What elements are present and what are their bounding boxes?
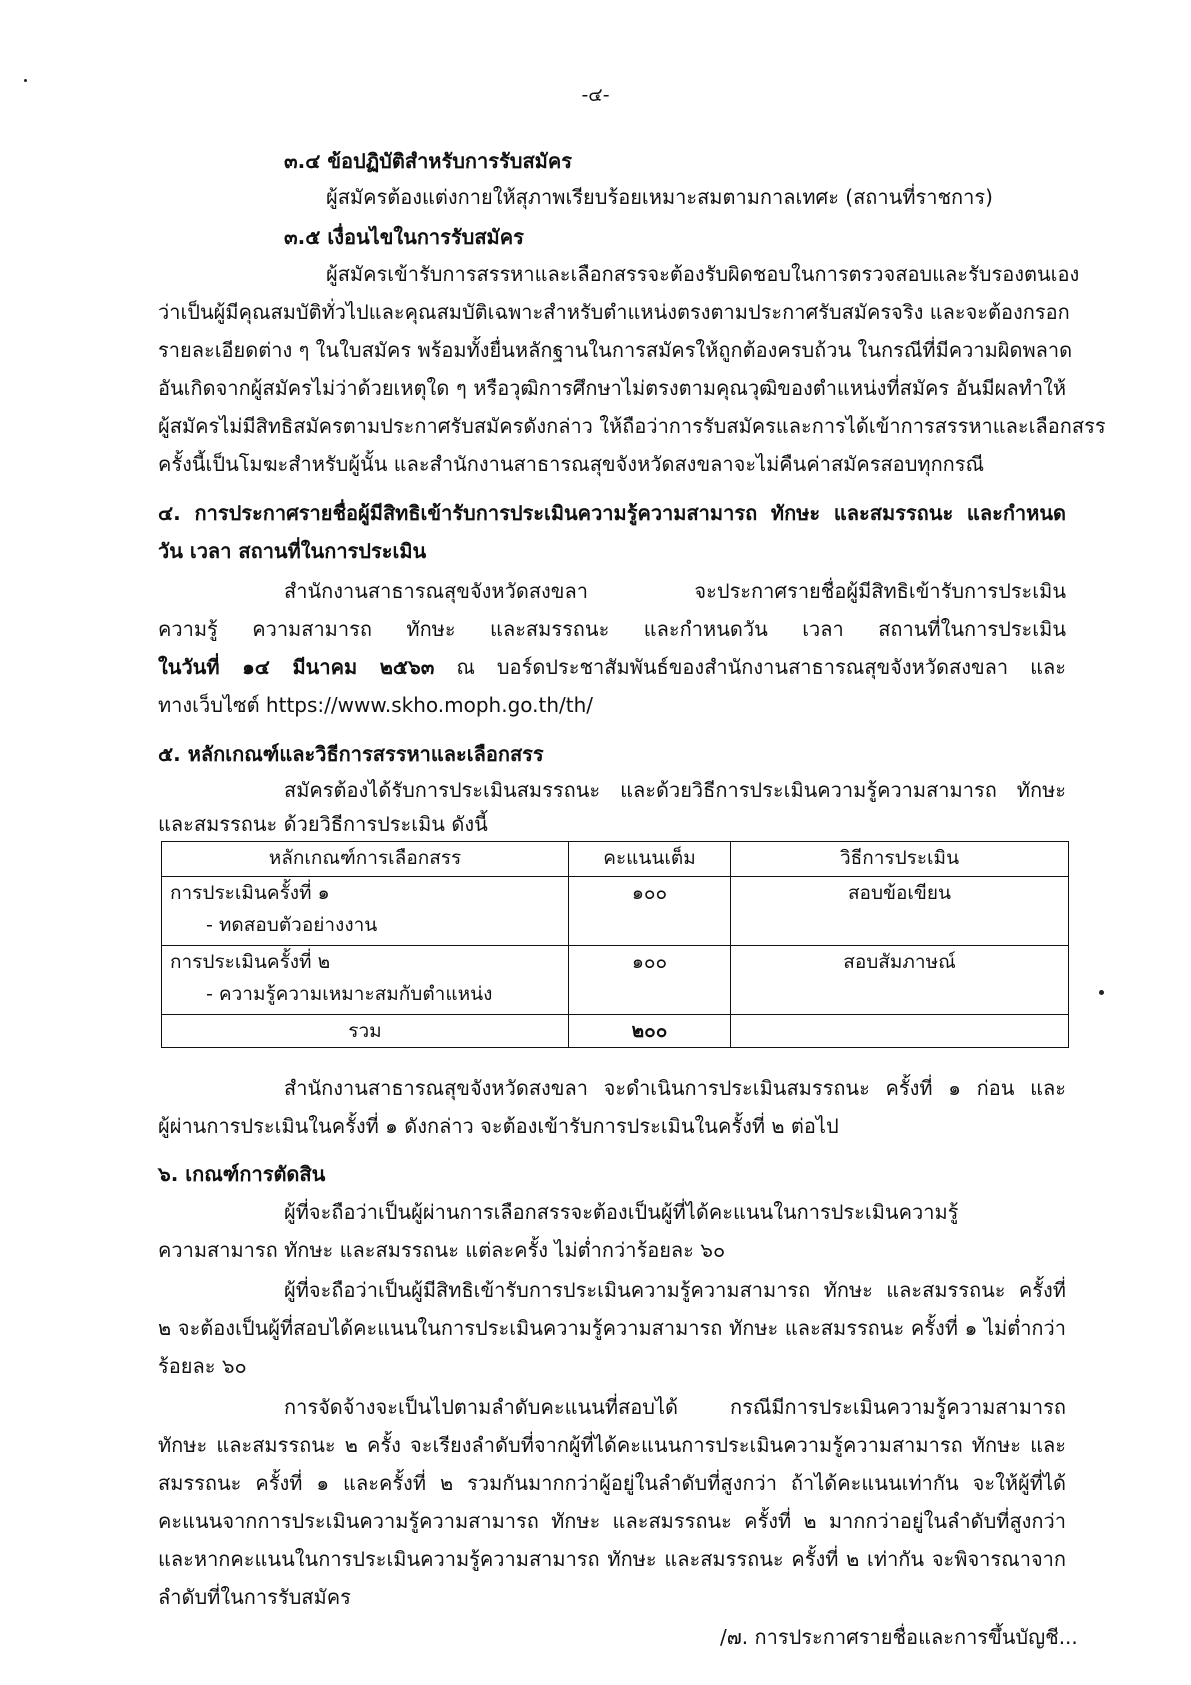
section-3-4-heading: ๓.๔ ข้อปฏิบัติสำหรับการรับสมัคร — [284, 149, 572, 173]
row-title: การประเมินครั้งที่ ๒ — [170, 951, 331, 973]
continuation-footer: /๗. การประกาศรายชื่อและการขึ้นบัญชี... — [720, 1625, 1078, 1649]
section-4-line: สำนักงานสาธารณสุขจังหวัดสงขลา จะประกาศรายชื่อผู้มีสิทธิเข้ารับการประเมิน — [284, 579, 1066, 603]
section-6-line: ทักษะ และสมรรถนะ ๒ ครั้ง จะเรียงลำดับที่จากผู้ที่ได้คะแนนการประเมินความรู้ความสามารถ ทักษะ และ — [158, 1433, 1066, 1457]
row-sub: - ความรู้ความเหมาะสมกับตำแหน่ง — [206, 983, 493, 1005]
row-sub: - ทดสอบตัวอย่างงาน — [206, 914, 378, 936]
section-3-5-line: ครั้งนี้เป็นโมฆะสำหรับผู้นั้น และสำนักงานสาธารณสุขจังหวัดสงขลาจะไม่คืนค่าสมัครสอบทุกกรณี — [158, 452, 985, 476]
section-5-heading: ๕. หลักเกณฑ์และวิธีการสรรหาและเลือกสรร — [158, 742, 544, 766]
section-5-intro-cont: และสมรรถนะ ด้วยวิธีการประเมิน ดังนี้ — [158, 812, 488, 836]
section-6-line: การจัดจ้างจะเป็นไปตามลำดับคะแนนที่สอบได้ กรณีมีการประเมินความรู้ความสามารถ — [284, 1395, 1066, 1419]
announce-location: ณ บอร์ดประชาสัมพันธ์ของสำนักงานสาธารณสุขจังหวัดสงขลา และ — [434, 655, 1066, 679]
row-score: ๑๐๐ — [569, 946, 731, 1015]
table-total-row — [162, 1015, 1069, 1048]
total-score: ๒๐๐ — [569, 1015, 731, 1048]
section-6-line: ลำดับที่ในการรับสมัคร — [158, 1585, 351, 1609]
table-row — [162, 946, 1069, 1015]
header-score: คะแนนเต็ม — [569, 842, 731, 877]
section-5-after: สำนักงานสาธารณสุขจังหวัดสงขลา จะดำเนินการประเมินสมรรถนะ ครั้งที่ ๑ ก่อน และ — [284, 1076, 1066, 1100]
criteria-table — [161, 841, 1069, 1048]
section-6-line: ความสามารถ ทักษะ และสมรรถนะ แต่ละครั้ง ไม่ต่ำกว่าร้อยละ ๖๐ — [158, 1238, 726, 1262]
row-score: ๑๐๐ — [569, 877, 731, 946]
section-3-5-line: ว่าเป็นผู้มีคุณสมบัติทั่วไปและคุณสมบัติเฉพาะสำหรับตำแหน่งตรงตามประกาศรับสมัครจริง และจะต้องกรอก — [158, 300, 1070, 324]
row-method: สอบข้อเขียน — [731, 877, 1069, 946]
header-method: วิธีการประเมิน — [731, 842, 1069, 877]
section-3-5-heading: ๓.๕ เงื่อนไขในการรับสมัคร — [284, 225, 524, 249]
section-6-line: ร้อยละ ๖๐ — [158, 1354, 247, 1378]
section-3-5-line: ผู้สมัครไม่มีสิทธิสมัครตามประกาศรับสมัครดังกล่าว ให้ถือว่าการรับสมัครและการได้เข้าการสรรหาและเลือกสรร — [158, 414, 1106, 438]
section-6-line: ๒ จะต้องเป็นผู้ที่สอบได้คะแนนในการประเมินความรู้ความสามารถ ทักษะ และสมรรถนะ ครั้งที่ ๑ ไม่ต่ำกว่า — [158, 1316, 1066, 1340]
section-5-after-cont: ผู้ผ่านการประเมินในครั้งที่ ๑ ดังกล่าว จะต้องเข้ารับการประเมินในครั้งที่ ๒ ต่อไป — [158, 1114, 839, 1138]
row-criteria — [162, 946, 569, 1015]
section-6-heading: ๖. เกณฑ์การตัดสิน — [158, 1162, 326, 1186]
table-row — [162, 877, 1069, 946]
website-line: ทางเว็บไซต์ https://www.skho.moph.go.th/th/ — [158, 693, 594, 717]
total-label: รวม — [162, 1015, 569, 1048]
section-4-line: ความรู้ ความสามารถ ทักษะ และสมรรถนะ และกำหนดวัน เวลา สถานที่ในการประเมิน — [158, 617, 1066, 641]
scan-speck — [24, 79, 27, 82]
page-number: -๔- — [581, 84, 610, 106]
section-3-5-line: รายละเอียดต่าง ๆ ในใบสมัคร พร้อมทั้งยื่นหลักฐานในการสมัครให้ถูกต้องครบถ้วน ในกรณีที่มีความผิดพลาด — [158, 338, 1073, 362]
section-4-heading: ๔. การประกาศรายชื่อผู้มีสิทธิเข้ารับการประเมินความรู้ความสามารถ ทักษะ และสมรรถนะ และกำหนด — [158, 501, 1066, 525]
section-6-line: และหากคะแนนในการประเมินความรู้ความสามารถ ทักษะ และสมรรถนะ ครั้งที่ ๒ เท่ากัน จะพิจารณาจาก — [158, 1547, 1066, 1571]
row-method: สอบสัมภาษณ์ — [731, 946, 1069, 1015]
section-5-intro: สมัครต้องได้รับการประเมินสมรรถนะ และด้วยวิธีการประเมินความรู้ความสามารถ ทักษะ — [284, 778, 1066, 802]
section-6-line: สมรรถนะ ครั้งที่ ๑ และครั้งที่ ๒ รวมกันมากกว่าผู้อยู่ในลำดับที่สูงกว่า ถ้าได้คะแนนเท่ากัน จะให้ผู้ที่ได้ — [158, 1471, 1066, 1495]
row-criteria — [162, 877, 569, 946]
scan-speck — [1099, 990, 1104, 995]
section-4-line — [158, 653, 1066, 681]
section-4-heading-cont: วัน เวลา สถานที่ในการประเมิน — [158, 539, 427, 563]
total-method-empty — [731, 1015, 1069, 1048]
table-header-row — [162, 842, 1069, 877]
section-3-5-line: อันเกิดจากผู้สมัครไม่ว่าด้วยเหตุใด ๆ หรือวุฒิการศึกษาไม่ตรงตามคุณวุฒิของตำแหน่งที่สมัคร อันมีผลทำให้ — [158, 376, 1066, 400]
section-6-line: คะแนนจากการประเมินความรู้ความสามารถ ทักษะ และสมรรถนะ ครั้งที่ ๒ มากกว่าอยู่ในลำดับที่สูงกว่า — [158, 1509, 1066, 1533]
section-6-line: ผู้ที่จะถือว่าเป็นผู้ผ่านการเลือกสรรจะต้องเป็นผู้ที่ได้คะแนนในการประเมินความรู้ — [284, 1200, 959, 1224]
header-criteria: หลักเกณฑ์การเลือกสรร — [162, 842, 569, 877]
section-6-line: ผู้ที่จะถือว่าเป็นผู้มีสิทธิเข้ารับการประเมินความรู้ความสามารถ ทักษะ และสมรรถนะ ครั้งที่ — [284, 1278, 1066, 1302]
section-3-5-line: ผู้สมัครเข้ารับการสรรหาและเลือกสรรจะต้องรับผิดชอบในการตรวจสอบและรับรองตนเอง — [326, 262, 1080, 286]
row-title: การประเมินครั้งที่ ๑ — [170, 882, 330, 904]
section-3-4-body: ผู้สมัครต้องแต่งกายให้สุภาพเรียบร้อยเหมาะสมตามกาลเทศะ (สถานที่ราชการ) — [326, 185, 993, 209]
announce-date: ในวันที่ ๑๔ มีนาคม ๒๕๖๓ — [158, 655, 435, 679]
